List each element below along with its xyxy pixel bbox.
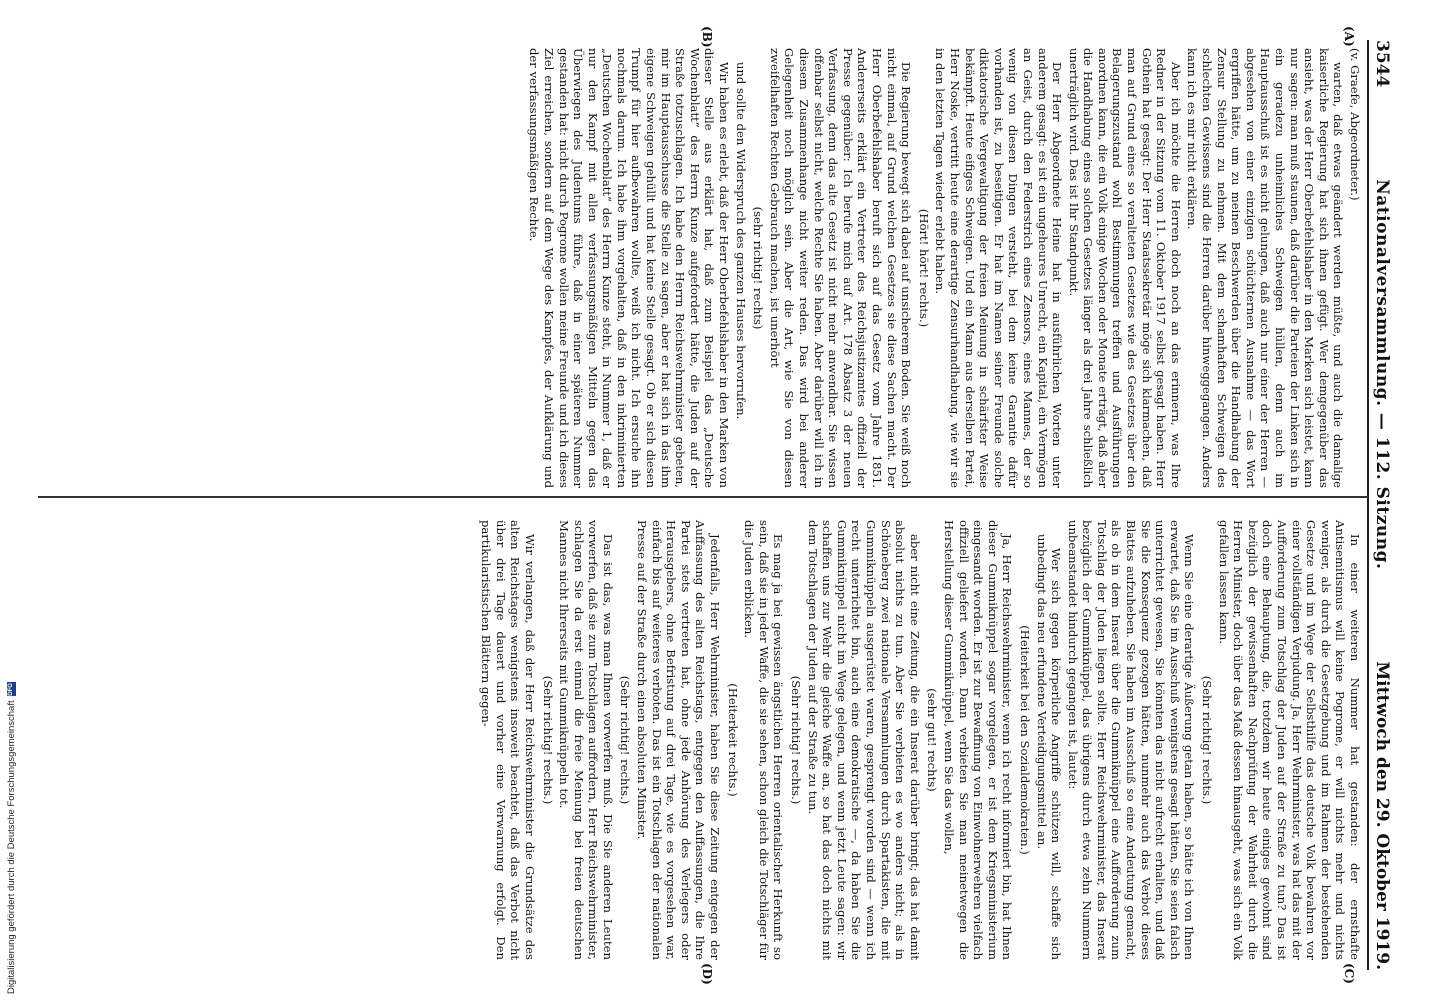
dfg-logo-icon: DFG <box>8 683 14 696</box>
right-paragraph: Das ist das, was man Ihnen vorwerfen muß. Die Sie anderen Leuten vorwerfen, daß sie zum Totschlagen auffordern, Herr Reichswehrminister, schlagen Sie da erst einmal die freie Meinung bei freien deutschen Mannes nicht Ihrerseits mit Gummiknüppeln tot. <box>557 520 615 960</box>
left-interjection: (Hört! hört! rechts.) <box>916 208 931 328</box>
margin-marker-c: (C) <box>1342 963 1356 984</box>
right-interjection: (Sehr richtig! rechts.) <box>789 675 804 805</box>
page-title: Nationalversammlung. — 112. Sitzung. <box>1372 179 1392 570</box>
digitization-credit-text: Digitalisierung gefördert durch die Deutsche Forschungsgemeinschaft <box>6 700 17 994</box>
right-interjection: (Sehr richtig! rechts.) <box>618 675 633 805</box>
left-paragraph: Die Regierung bewegt sich dabei auf unsicherem Boden. Sie weiß noch nicht einmal, auf Grund welchen Gesetzes sie diese Sachen macht. Der Herr Oberbefehlshaber beruft sich auf das Gesetz vom Jahre 1851. Andererseits erklärt ein Vertreter des Reichsjustizamtes offiziell der Presse gegenüber: Ich berufe mich auf Art. 178 Absatz 3 der neuen Verfassung, denn das alte Gesetz ist nicht mehr anwendbar. Sie wissen offenbar selbst nicht, welche Rechte Sie haben. Aber darüber will ich in diesem Zusammenhange nicht weiter reden. Das wird bei anderer Gelegenheit noch möglich sein. Aber die Art, wie Sie von diesen zweifelhaften Rechten Gebrauch machen, ist unerhört <box>767 48 914 488</box>
right-interjection: (Sehr richtig! rechts.) <box>540 675 555 805</box>
right-interjection: (Heiterkeit bei den Sozialdemokraten.) <box>1017 625 1032 855</box>
page-number: 3544 <box>1372 40 1392 88</box>
left-paragraph: Wir haben es erlebt, daß der Herr Oberbefehlshaber in den Marken von dieser Stelle aus erklärt hat, daß zum Beispiel das „Deutsche Wochenblatt“ des Herrn Kunze aufgefordert hätte, die Juden auf der Straße totzuschlagen. Ich habe den Herrn Reichswehrminister gebeten, mir im Hauptausschusse die Stelle zu sagen, aber er hat sich in das ihm eigene Schweigen gehüllt und hat keine Stelle gesagt. Ob er sich diesen Trumpf für hier aufbewahren wollte, weiß ich nicht. Ich ersuche ihn nochmals darum. Ich habe ihm vorgehalten, daß in den inkriminierten „Deutschen Wochenblatt“ des Herrn Kunze steht, in Nummer 1, daß er nur den Kampf mit allen verfassungsmäßigen Mitteln gegen das Überwiegen des Judentums führe, daß in einer späteren Nummer gestanden hat: nicht durch Pogrome wollen meine Freunde und ich dieses Ziel erreichen, sondern auf dem Wege des Kampfes, der Aufklärung und der verfassungsmäßigen Rechte. <box>527 48 732 488</box>
session-date: Mittwoch den 29. Oktober 1919. <box>1372 661 1392 970</box>
right-paragraph: In einer weiteren Nummer hat gestanden: der ernsthafte Antisemitismus will keine Pogrome, er will nichts mehr und nichts weniger, als durch die Gesetzgebung und im Rahmen der bestehenden Gesetze und im Wege der Selbsthilfe das deutsche Volk bewahren vor einer vollständigen Verjudung. Ja, Herr Wehrminister, was hat das mit der Aufforderung zum Totschlag der Juden auf der Straße zu tun? Das ist doch eine Behauptung, die, trotzdem wir heute einiges gewohnt sind bezüglich der gewissenhaften Nachprüfung der Wahrheit durch die Herren Minister, doch über das Maß dessen hinausgeht, was sich ein Volk gefallen lassen kann. <box>1216 520 1362 960</box>
margin-marker-a: (A) <box>1342 26 1356 47</box>
right-interjection: (Sehr richtig! rechts.) <box>1200 675 1215 805</box>
left-column <box>525 48 1362 488</box>
right-paragraph: Es mag ja bei gewissen ängstlichen Herren orientalischer Herkunft so sein, daß sie in jeder Waffe, die sie sehen, schon gleich die Totschläger für die Juden erblicken. <box>742 520 786 960</box>
margin-marker-b: (B) <box>700 26 714 48</box>
left-paragraph: Aber ich möchte die Herren doch noch an das erinnern, was Ihre Redner in der Sitzung vom 11. Oktober 1917 selbst gesagt haben. Herr Gothein hat gesagt: Der Herr Staatssekretär möge sich klarmachen, daß man auf Grund eines so veralteten Gesetzes wie des Gesetzes über den Belagerungszustand wohl Bestimmungen treffen und Ausführungen anordnen kann, die ein Volk einige Wochen oder Monate erträgt, daß aber die Handhabung eines solchen Gesetzes länger als drei Jahre schließlich unerträglich wird. Das ist Ihr Standpunkt. <box>1066 48 1183 488</box>
right-interjection: (Heiterkeit rechts.) <box>725 683 740 797</box>
right-interjection: (sehr gut! rechts) <box>925 688 940 792</box>
right-paragraph: Wenn Sie eine derartige Äußerung getan haben, so hätte ich von Ihnen erwartet, daß Sie im Ausschuß wenigstens gesagt hätten, Sie seien falsch unterrichtet gewesen, Sie könnten das nicht aufrecht erhalten, und daß Sie die Konsequenz gezogen hätten, nunmehr auch das Verbot dieses Blattes aufzuheben. Sie haben im Ausschuß so eine Andeutung gemacht, als ob in dem Inserat über die Gummiknüppel eine Aufforderung zum Totschlag der Juden liegen sollte. Herr Reichswehrminister, das Inserat bezüglich der Gummiknüppel, das übrigens durch etwa zehn Nummern unbeanstandet hindurch gegangen ist, lautet: <box>1065 520 1197 960</box>
left-speaker: (v. Graefe, Abgeordneter.) <box>1348 48 1362 201</box>
left-interjection: (sehr richtig! rechts) <box>751 206 766 330</box>
digitization-credit <box>6 682 17 994</box>
right-paragraph: Wir verlangen, daß der Herr Reichswehrminister die Grundsätze des alten Reichstages wenigstens insoweit beachtet, daß das Verbot nicht über drei Tage dauert und vorher eine Verwarnung erfolgt. Den partikularistischen Blättern gegen- <box>479 520 537 960</box>
left-paragraph: Der Herr Abgeordnete Heine hat in ausführlichen Worten unter anderem gesagt: es ist ein ungeheures Unrecht, ein Kapital, ein Vermögen an Geist, durch den Federstrich eines Zensors, eines Mannes, der so wenig von diesen Dingen versteht, bei dem keine Garantie dafür vorhanden ist, zu beseitigen. Er hat im Namen seiner Freunde solche diktatorische Vergewaltigung der freien Meinung in schärfster Weise bekämpft. Heute eifiges Schweigen. Und ein Mann aus derselben Partei, Herr Noske, vertritt heute eine derartige Zensurhandhabung, wie wir sie in den letzten Tagen wieder erlebt haben. <box>933 48 1065 488</box>
right-quote: Wer sich gegen körperliche Angriffe schützen will, schaffe sich unbedingt das neu erfundene Verteidigungsmittel an. <box>1034 534 1064 960</box>
right-paragraph: Jedenfalls, Herr Wehrminister, haben Sie diese Zeitung entgegen der Auffassung des alten Reichstags, entgegen den Auffassungen, die Ihre Partei stets vertreten hat, ohne jede Anhörung des Verlegers oder Herausgebers, ohne Befristung auf drei Tage, wie es vorgesehen war, einfach bis auf weiteres verboten. Das ist ein Totschlagen der nationalen Presse auf der Straße durch einen absoluten Minister. <box>635 520 723 960</box>
column-divider <box>38 496 1368 498</box>
right-paragraph: Ja, Herr Reichswehrminister, wenn ich recht informiert bin, hat Ihnen dieser Gummiknüppel sogar vorgelegen, er ist dem Kriegsministerium eingesandt worden. Er ist zur Bewaffnung von Einwohnerwehren vielfach offiziell geliefert worden. Dann verbieten Sie man meinetwegen die Herstellung dieser Gummiknüppel, wenn Sie das wollen, <box>941 520 1015 960</box>
left-paragraph: warten, daß etwas geändert werden müßte, und auch die damalige kaiserliche Regierung hat sich ihnen gefügt. Wer demgegenüber das ansieht, was der Herr Oberbefehlshaber in den Marken sich leistet, kann nur sagen: man muß staunen, daß darüber die Parteien der Linken sich in ein geradezu unheimliches Schweigen hüllen, denn auch im Hauptausschuß ist es nicht gelungen, daß auch nur einer der Herren — abgesehen von einer einzigen schüchternen Ausnahme — das Wort ergriffen hätte, um zu meinen Beschwerden über die Handhabung der Zensur Stellung zu nehmen. Mit dem schamhaften Schweigen des schlechten Gewissens sind die Herren darüber hinweggegangen. Anders kann ich es mir nicht erklären. <box>1185 48 1346 488</box>
page-header <box>1367 40 1406 970</box>
margin-marker-d: (D) <box>700 963 714 985</box>
right-column <box>477 520 1362 960</box>
right-paragraph: aber nicht eine Zeitung, die ein Inserat darüber bringt; das hat damit absolut nichts zu tun. Aber Sie verbieten es wo anders nicht; als in Schöneberg zwei nationale Versammlungen durch Spartakisten, die mit Gummiknüppeln ausgerüstet waren, gesprengt worden sind — wenn ich recht unterrichtet bin, auch eine demokratische —, da haben Sie die Gummiknüppel nicht im Wege gelegen, und wenn jetzt Leute sagen: wir schaffen uns zur Wehr die gleiche Waffe an, so hat das doch nichts mit dem Totschlagen der Juden auf der Straße zu tun. <box>805 520 922 960</box>
left-paragraph: und sollte den Widerspruch des ganzen Hauses hervorrufen. <box>733 62 748 420</box>
